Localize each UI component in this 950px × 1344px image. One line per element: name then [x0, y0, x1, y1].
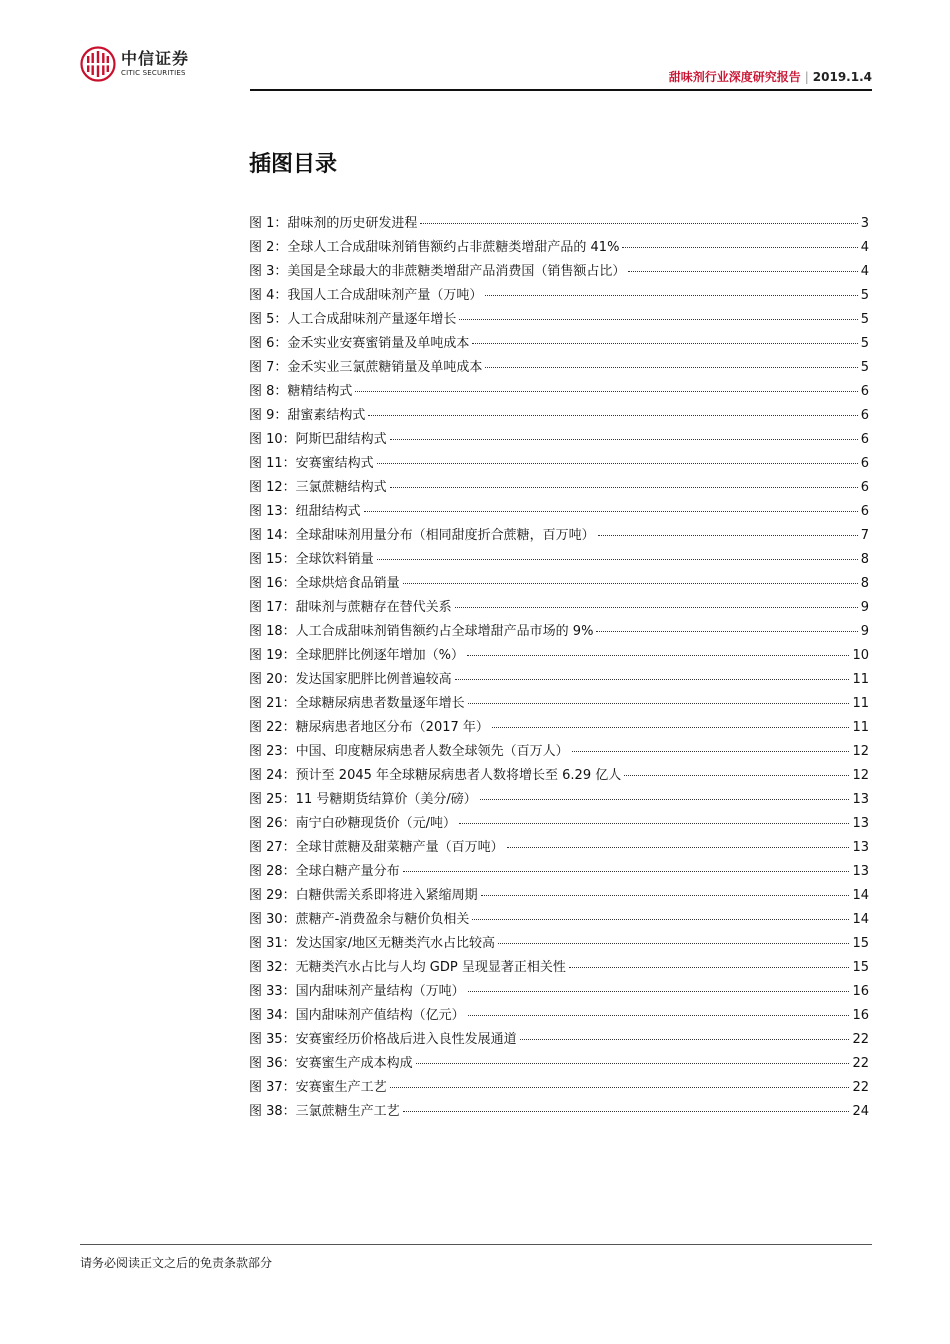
toc-entry-label: 图 16：全球烘焙食品销量: [249, 576, 400, 591]
toc-dot-leader: [468, 991, 850, 992]
toc-entry[interactable]: [249, 548, 869, 572]
toc-entry-label: 图 38：三氯蔗糖生产工艺: [249, 1104, 400, 1119]
toc-dot-leader: [628, 271, 857, 272]
toc-entry-label: 图 17：甜味剂与蔗糖存在替代关系: [249, 600, 452, 615]
toc-dot-leader: [459, 319, 857, 320]
toc-dot-leader: [390, 487, 858, 488]
toc-entry[interactable]: [249, 980, 869, 1004]
toc-entry-page: 10: [852, 648, 869, 663]
toc-entry-page: 16: [852, 984, 869, 999]
toc-entry-page: 6: [860, 456, 869, 471]
toc-entry[interactable]: [249, 236, 869, 260]
toc-dot-leader: [403, 583, 858, 584]
toc-entry[interactable]: [249, 572, 869, 596]
toc-entry[interactable]: [249, 212, 869, 236]
toc-entry[interactable]: [249, 428, 869, 452]
toc-entry-label: 图 4：我国人工合成甜味剂产量（万吨）: [249, 288, 483, 303]
toc-entry-page: 7: [860, 528, 869, 543]
toc-entry-page: 9: [860, 624, 869, 639]
toc-entry[interactable]: [249, 932, 869, 956]
figure-toc-list: [249, 212, 869, 1124]
toc-entry-label: 图 35：安赛蜜经历价格战后进入良性发展通道: [249, 1032, 517, 1047]
toc-entry[interactable]: [249, 668, 869, 692]
toc-entry-page: 8: [860, 552, 869, 567]
header-separator: |: [804, 70, 809, 84]
toc-entry-label: 图 5：人工合成甜味剂产量逐年增长: [249, 312, 457, 327]
toc-dot-leader: [485, 367, 857, 368]
toc-entry[interactable]: [249, 836, 869, 860]
toc-entry-label: 图 12：三氯蔗糖结构式: [249, 480, 387, 495]
toc-entry[interactable]: [249, 596, 869, 620]
toc-entry[interactable]: [249, 284, 869, 308]
toc-entry[interactable]: [249, 884, 869, 908]
toc-entry-label: 图 14：全球甜味剂用量分布（相同甜度折合蔗糖，百万吨）: [249, 528, 595, 543]
toc-entry[interactable]: [249, 740, 869, 764]
toc-entry[interactable]: [249, 260, 869, 284]
toc-dot-leader: [364, 511, 858, 512]
toc-entry-page: 4: [860, 264, 869, 279]
toc-dot-leader: [492, 727, 850, 728]
toc-entry-page: 13: [852, 792, 869, 807]
toc-entry[interactable]: [249, 476, 869, 500]
toc-entry[interactable]: [249, 524, 869, 548]
toc-dot-leader: [368, 415, 857, 416]
toc-entry[interactable]: [249, 1052, 869, 1076]
toc-entry[interactable]: [249, 860, 869, 884]
toc-entry-label: 图 11：安赛蜜结构式: [249, 456, 374, 471]
toc-entry-label: 图 8：糖精结构式: [249, 384, 353, 399]
toc-entry[interactable]: [249, 380, 869, 404]
toc-entry-label: 图 26：南宁白砂糖现货价（元/吨）: [249, 816, 457, 831]
toc-dot-leader: [481, 895, 850, 896]
toc-entry[interactable]: [249, 1028, 869, 1052]
toc-entry[interactable]: [249, 356, 869, 380]
toc-entry-label: 图 31：发达国家/地区无糖类汽水占比较高: [249, 936, 496, 951]
toc-dot-leader: [472, 343, 857, 344]
toc-entry-page: 5: [860, 336, 869, 351]
toc-entry-page: 6: [860, 432, 869, 447]
toc-entry-page: 6: [860, 408, 869, 423]
toc-entry-page: 14: [852, 912, 869, 927]
toc-entry-page: 22: [852, 1032, 869, 1047]
toc-dot-leader: [569, 967, 850, 968]
toc-dot-leader: [498, 943, 849, 944]
toc-entry-label: 图 33：国内甜味剂产量结构（万吨）: [249, 984, 465, 999]
toc-dot-leader: [455, 679, 850, 680]
toc-dot-leader: [377, 559, 858, 560]
toc-entry-label: 图 29：白糖供需关系即将进入紧缩周期: [249, 888, 478, 903]
toc-entry-page: 13: [852, 864, 869, 879]
toc-entry[interactable]: [249, 908, 869, 932]
toc-dot-leader: [622, 247, 857, 248]
toc-entry[interactable]: [249, 308, 869, 332]
toc-dot-leader: [598, 535, 858, 536]
toc-entry-page: 6: [860, 384, 869, 399]
toc-dot-leader: [480, 799, 850, 800]
toc-entry-label: 图 30：蔗糖产-消费盈余与糖价负相关: [249, 912, 470, 927]
toc-entry-label: 图 32：无糖类汽水占比与人均 GDP 呈现显著正相关性: [249, 960, 566, 975]
toc-entry[interactable]: [249, 788, 869, 812]
toc-entry-label: 图 9：甜蜜素结构式: [249, 408, 366, 423]
toc-entry-page: 15: [852, 936, 869, 951]
toc-entry[interactable]: [249, 956, 869, 980]
toc-entry-label: 图 19：全球肥胖比例逐年增加（%）: [249, 648, 465, 663]
logo-english-name: CITIC SECURITIES: [121, 69, 186, 77]
toc-entry-page: 6: [860, 480, 869, 495]
toc-dot-leader: [468, 1015, 850, 1016]
toc-entry[interactable]: [249, 812, 869, 836]
toc-entry[interactable]: [249, 764, 869, 788]
toc-entry-label: 图 7：金禾实业三氯蔗糖销量及单吨成本: [249, 360, 483, 375]
toc-entry-label: 图 37：安赛蜜生产工艺: [249, 1080, 387, 1095]
toc-entry-page: 22: [852, 1056, 869, 1071]
toc-entry-page: 11: [852, 696, 869, 711]
report-date: 2019.1.4: [812, 70, 872, 84]
toc-entry-label: 图 13：纽甜结构式: [249, 504, 361, 519]
toc-dot-leader: [416, 1063, 850, 1064]
toc-entry-label: 图 18：人工合成甜味剂销售额约占全球增甜产品市场的 9%: [249, 624, 594, 639]
toc-entry[interactable]: [249, 332, 869, 356]
toc-entry-page: 11: [852, 672, 869, 687]
toc-entry-page: 12: [852, 768, 869, 783]
toc-dot-leader: [596, 631, 857, 632]
toc-dot-leader: [467, 655, 849, 656]
toc-entry-page: 3: [860, 216, 869, 231]
toc-entry-page: 5: [860, 312, 869, 327]
toc-entry-page: 16: [852, 1008, 869, 1023]
toc-entry-page: 22: [852, 1080, 869, 1095]
toc-dot-leader: [377, 463, 858, 464]
toc-dot-leader: [468, 703, 850, 704]
report-header: [669, 68, 872, 85]
toc-dot-leader: [485, 295, 857, 296]
toc-dot-leader: [390, 1087, 850, 1088]
toc-entry[interactable]: [249, 404, 869, 428]
toc-entry-page: 13: [852, 816, 869, 831]
toc-entry-page: 4: [860, 240, 869, 255]
toc-dot-leader: [455, 607, 858, 608]
header-divider: [250, 89, 872, 91]
toc-entry-label: 图 1：甜味剂的历史研发进程: [249, 216, 418, 231]
toc-entry-page: 9: [860, 600, 869, 615]
toc-entry-page: 6: [860, 504, 869, 519]
toc-entry-label: 图 36：安赛蜜生产成本构成: [249, 1056, 413, 1071]
toc-entry-page: 15: [852, 960, 869, 975]
toc-dot-leader: [459, 823, 849, 824]
toc-entry-label: 图 28：全球白糖产量分布: [249, 864, 400, 879]
toc-entry-label: 图 27：全球甘蔗糖及甜菜糖产量（百万吨）: [249, 840, 504, 855]
toc-entry[interactable]: [249, 716, 869, 740]
toc-dot-leader: [355, 391, 857, 392]
footer-divider: [80, 1244, 872, 1245]
toc-entry-page: 24: [852, 1104, 869, 1119]
page-title: 插图目录: [249, 152, 338, 177]
toc-entry-page: 11: [852, 720, 869, 735]
toc-entry[interactable]: [249, 1004, 869, 1028]
citic-logo-icon: [80, 46, 116, 82]
footer-disclaimer: 请务必阅读正文之后的免责条款部分: [80, 1256, 273, 1270]
toc-entry-label: 图 10：阿斯巴甜结构式: [249, 432, 387, 447]
toc-entry-label: 图 3：美国是全球最大的非蔗糖类增甜产品消费国（销售额占比）: [249, 264, 626, 279]
toc-entry-page: 8: [860, 576, 869, 591]
toc-entry[interactable]: [249, 500, 869, 524]
toc-entry[interactable]: [249, 1100, 869, 1124]
toc-entry-page: 13: [852, 840, 869, 855]
toc-entry-page: 5: [860, 288, 869, 303]
toc-dot-leader: [520, 1039, 850, 1040]
toc-dot-leader: [403, 871, 850, 872]
report-title: 甜味剂行业深度研究报告: [668, 70, 801, 84]
toc-entry-page: 14: [852, 888, 869, 903]
toc-entry-label: 图 25：11 号糖期货结算价（美分/磅）: [249, 792, 477, 807]
toc-entry-label: 图 6：金禾实业安赛蜜销量及单吨成本: [249, 336, 470, 351]
toc-entry[interactable]: [249, 1076, 869, 1100]
toc-dot-leader: [507, 847, 850, 848]
toc-entry-page: 12: [852, 744, 869, 759]
toc-entry-label: 图 34：国内甜味剂产值结构（亿元）: [249, 1008, 465, 1023]
toc-entry-label: 图 2：全球人工合成甜味剂销售额约占非蔗糖类增甜产品的 41%: [249, 240, 620, 255]
toc-dot-leader: [403, 1111, 850, 1112]
company-logo: [80, 46, 189, 82]
toc-dot-leader: [572, 751, 850, 752]
toc-dot-leader: [420, 223, 857, 224]
toc-entry-label: 图 23：中国、印度糖尿病患者人数全球领先（百万人）: [249, 744, 569, 759]
toc-dot-leader: [624, 775, 849, 776]
toc-entry[interactable]: [249, 620, 869, 644]
toc-entry[interactable]: [249, 452, 869, 476]
toc-dot-leader: [472, 919, 849, 920]
toc-entry[interactable]: [249, 692, 869, 716]
toc-entry-label: 图 21：全球糖尿病患者数量逐年增长: [249, 696, 465, 711]
toc-entry-label: 图 24：预计至 2045 年全球糖尿病患者人数将增长至 6.29 亿人: [249, 768, 622, 783]
logo-chinese-name: 中信证券: [121, 49, 190, 68]
toc-entry-label: 图 20：发达国家肥胖比例普遍较高: [249, 672, 452, 687]
toc-entry[interactable]: [249, 644, 869, 668]
toc-entry-label: 图 22：糖尿病患者地区分布（2017 年）: [249, 720, 489, 735]
toc-dot-leader: [390, 439, 858, 440]
toc-entry-page: 5: [860, 360, 869, 375]
toc-entry-label: 图 15：全球饮料销量: [249, 552, 374, 567]
